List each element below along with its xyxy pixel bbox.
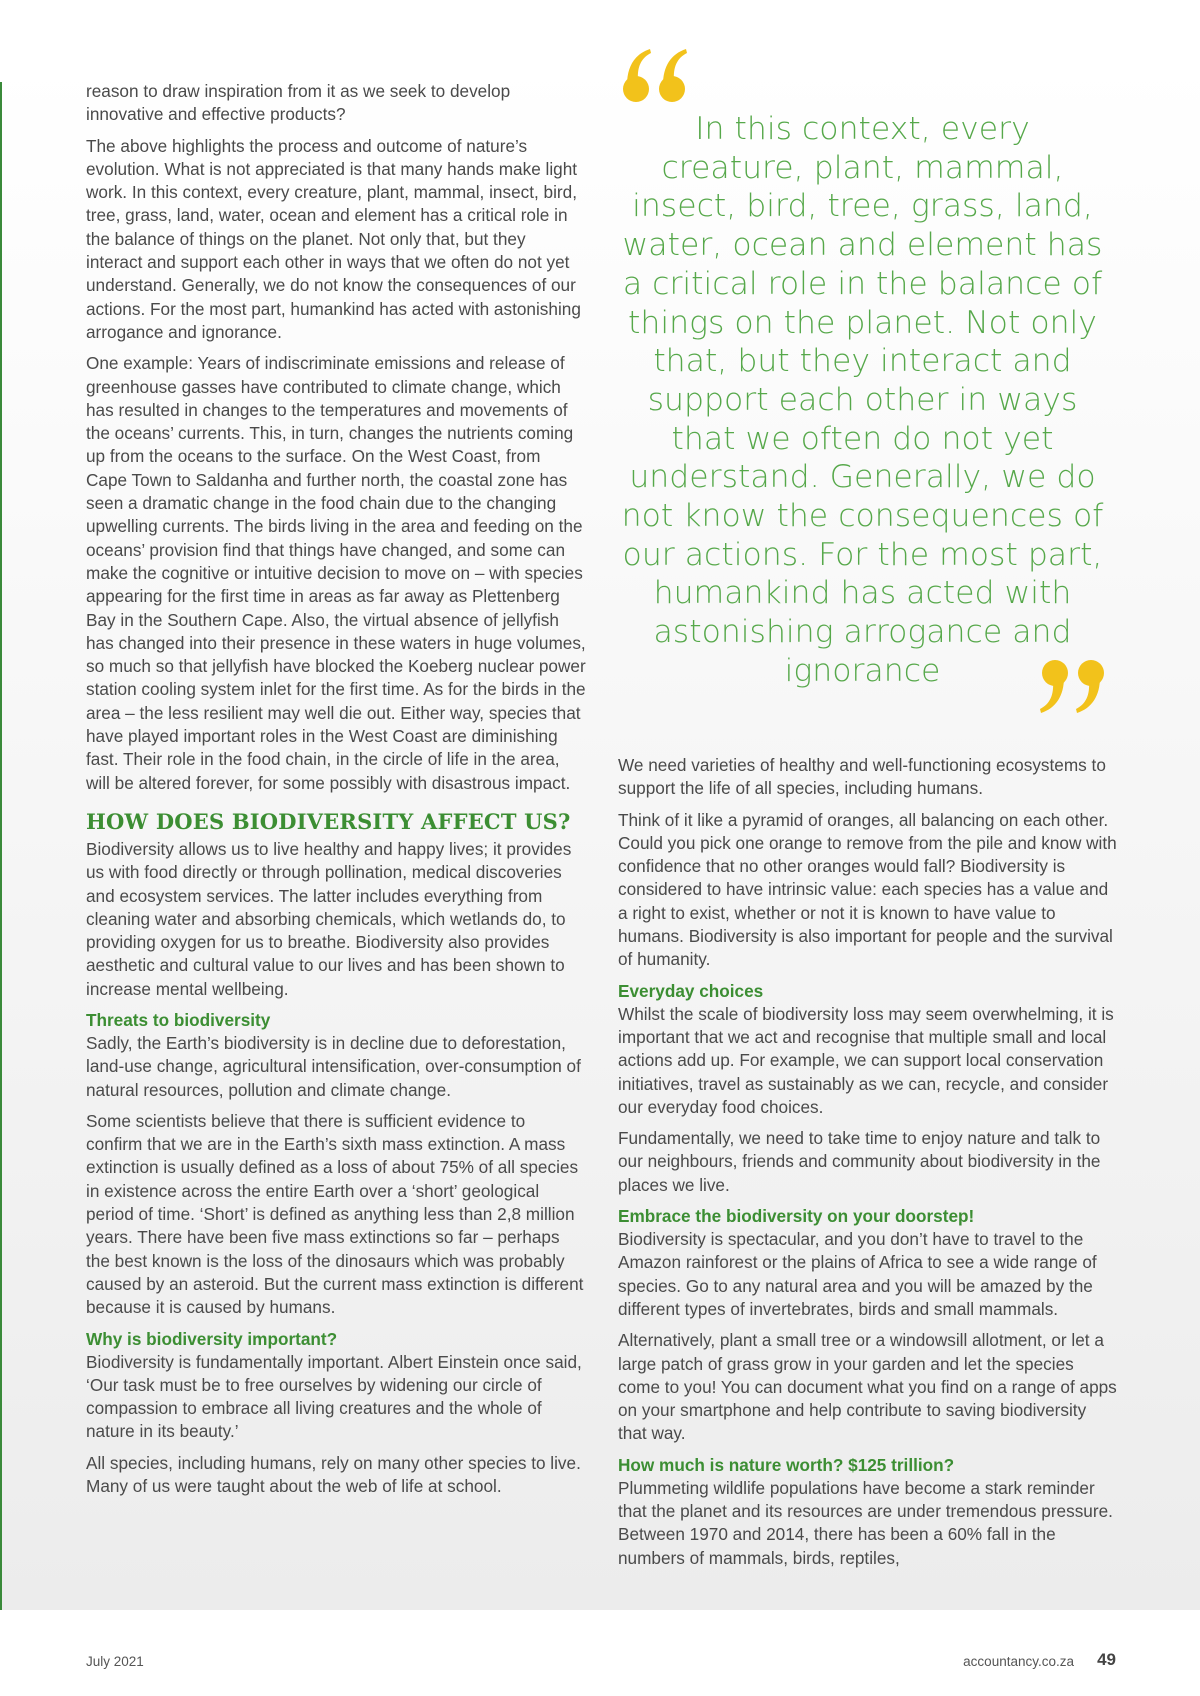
- paragraph: One example: Years of indiscriminate emissions and release of greenhouse gasses have contributed to climate change, which has resulted in changes to the temperatures and movements of the oceans’ currents. This, in turn, changes the nutrients coming up from the oceans to the surface. On the West Coast, from Cape Town to Saldanha and further north, the coastal zone has seen a dramatic change in the food chain due to the changing upwelling currents. The birds living in the area and feeding on the oceans’ provision find that things have changed, and some can make the cognitive or intuitive decision to move on – with species appearing for the first time in areas as far away as Plettenberg Bay in the Southern Cape. Also, the virtual absence of jellyfish has changed into their presence in these waters in huge volumes, so much so that jellyfish have blocked the Koeberg nuclear power station cooling system inlet for the first time. As for the birds in the area – the less resilient may well die out. Either way, species that have played important roles in the West Coast are diminishing fast. Their role in the food chain, in the circle of life in the area, will be altered forever, for some possibly with disastrous impact.: [86, 353, 586, 793]
- paragraph: Biodiversity is spectacular, and you don’t have to travel to the Amazon rainforest or the plains of Africa to see a wide range of species. Go to any natural area and you will be amazed by the different types of invertebrates, birds and small mammals.: [618, 1229, 1097, 1319]
- subheading: Why is biodiversity important?: [86, 1328, 338, 1349]
- paragraph: Some scientists believe that there is sufficient evidence to confirm that we are in the Earth’s sixth mass extinction. A mass extinction is usually defined as a loss of about 75% of all species in existence across the entire Earth over a ‘short’ geological period of time. ‘Short’ is defined as anything less than 2,8 million years. There have been five mass extinctions so far – perhaps the best known is the loss of the dinosaurs which was probably caused by an asteroid. But the current mass extinction is different because it is caused by humans.: [86, 1110, 584, 1318]
- page-footer: [0, 1610, 1200, 1696]
- pull-quote-text: In this context, every creature, plant, mammal, insect, bird, tree, grass, land, water, ocean and element has a critical role in the balance of things on the planet. Not only that, but they interact and support each other in ways that we often do not yet understand. Generally, we do not know the consequences of our actions. For the most part, humankind has acted with astonishing arrogance and ignorance: [621, 111, 1104, 689]
- subheading: Threats to biodiversity: [86, 1009, 271, 1030]
- subheading: How much is nature worth? $125 trillion?: [618, 1454, 955, 1475]
- right-column: [618, 754, 1118, 1578]
- paragraph: reason to draw inspiration from it as we seek to develop innovative and effective products?: [86, 81, 511, 125]
- subheading: Embrace the biodiversity on your doorstep!: [618, 1206, 975, 1227]
- paragraph: Alternatively, plant a small tree or a windowsill allotment, or let a large patch of grass grow in your garden and let the species come to you! You can document what you find on a range of apps on your smartphone and help contribute to saving biodiversity that way.: [618, 1330, 1117, 1444]
- open-quote-icon: [622, 48, 688, 104]
- page-number: 49: [1097, 1650, 1116, 1669]
- issue-date: July 2021: [86, 1654, 144, 1669]
- paragraph: Think of it like a pyramid of oranges, all balancing on each other. Could you pick one orange to remove from the pile and know with confidence that no other oranges would fall? Biodiversity is considered to have intrinsic value: each species has a value and a right to exist, whether or not it is known to have value to humans. Biodiversity is also important for people and the survival of humanity.: [618, 809, 1117, 970]
- paragraph: Whilst the scale of biodiversity loss may seem overwhelming, it is important that we act and recognise that multiple small and local actions add up. For example, we can support local conservation initiatives, travel as sustainably as we can, recycle, and consider our everyday food choices.: [618, 1003, 1114, 1117]
- pull-quote: [620, 48, 1105, 718]
- section-heading: HOW DOES BIODIVERSITY AFFECT US?: [86, 808, 571, 834]
- paragraph: Plummeting wildlife populations have become a stark reminder that the planet and its resources are under tremendous pressure. Between 1970 and 2014, there has been a 60% fall in the numbers of mammals, birds, reptiles,: [618, 1477, 1113, 1568]
- paragraph: Sadly, the Earth’s biodiversity is in decline due to deforestation, land-use change, agricultural intensification, over-consumption of natural resources, pollution and climate change.: [86, 1032, 581, 1100]
- paragraph: Biodiversity allows us to live healthy and happy lives; it provides us with food directly or through pollination, medical discoveries and ecosystem services. The latter includes everything from cleaning water and absorbing chemicals, which wetlands do, to providing oxygen for us to breathe. Biodiversity also provides aesthetic and cultural value to our lives and has been shown to increase mental wellbeing.: [86, 838, 572, 999]
- left-column: [86, 80, 586, 1506]
- paragraph: Biodiversity is fundamentally important. Albert Einstein once said, ‘Our task must be to free ourselves by widening our circle of compassion to embrace all living creatures and the whole of nature in its beauty.’: [86, 1351, 582, 1442]
- paragraph: The above highlights the process and outcome of nature’s evolution. What is not appreciated is that many hands make light work. In this context, every creature, plant, mammal, insect, bird, tree, grass, land, water, ocean and element has a critical role in the balance of things on the planet. Not only that, but they interact and support each other in ways that we often do not yet understand. Generally, we do not know the consequences of our actions. For the most part, humankind has acted with astonishing arrogance and ignorance.: [86, 135, 581, 342]
- left-margin-rule: [0, 82, 2, 1622]
- paragraph: All species, including humans, rely on many other species to live. Many of us were taught about the web of life at school.: [86, 1452, 581, 1497]
- close-quote-icon: [1039, 658, 1105, 714]
- website-link[interactable]: accountancy.co.za: [963, 1654, 1074, 1669]
- paragraph: Fundamentally, we need to take time to enjoy nature and talk to our neighbours, friends and community about biodiversity in the places we live.: [618, 1128, 1101, 1195]
- paragraph: We need varieties of healthy and well-functioning ecosystems to support the life of all species, including humans.: [618, 755, 1106, 799]
- subheading: Everyday choices: [618, 980, 764, 1001]
